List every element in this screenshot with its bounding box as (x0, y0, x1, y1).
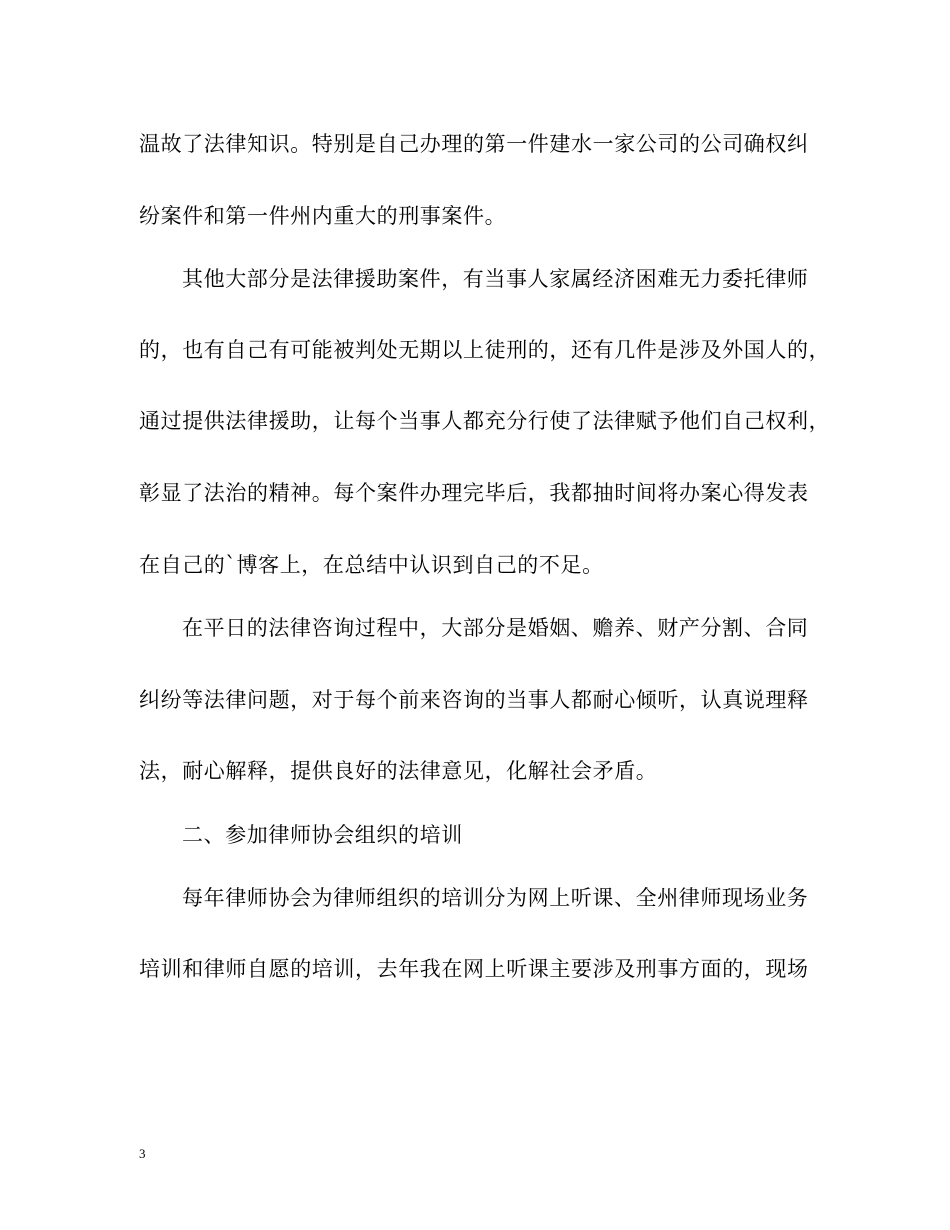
paragraph-start-line: 其他大部分是法律援助案件，有当事人家属经济困难无力委托律师 (182, 267, 809, 291)
paragraph-start-line: 每年律师协会为律师组织的培训分为网上听课、全州律师现场业务 (182, 886, 809, 910)
text-line: 在自己的`博客上，在总结中认识到自己的不足。 (139, 553, 604, 577)
text-line: 温故了法律知识。特别是自己办理的第一件建水一家公司的公司确权纠 (139, 132, 809, 156)
text-line: 纠纷等法律问题，对于每个前来咨询的当事人都耐心倾听，认真说理释 (139, 688, 809, 712)
text-line: 法，耐心解释，提供良好的法律意见，化解社会矛盾。 (139, 759, 658, 783)
page-number: 3 (139, 1146, 146, 1161)
text-line: 彰显了法治的精神。每个案件办理完毕后，我都抽时间将办案心得发表 (139, 481, 809, 505)
text-line: 的，也有自己有可能被判处无期以上徒刑的，还有几件是涉及外国人的， (139, 338, 831, 362)
text-line: 通过提供法律援助，让每个当事人都充分行使了法律赋予他们自己权利， (139, 409, 831, 433)
text-line: 培训和律师自愿的培训，去年我在网上听课主要涉及刑事方面的，现场 (139, 957, 809, 981)
paragraph-start-line: 在平日的法律咨询过程中，大部分是婚姻、赡养、财产分割、合同 (182, 616, 809, 640)
text-line: 纷案件和第一件州内重大的刑事案件。 (139, 204, 507, 228)
section-heading: 二、参加律师协会组织的培训 (182, 823, 463, 847)
